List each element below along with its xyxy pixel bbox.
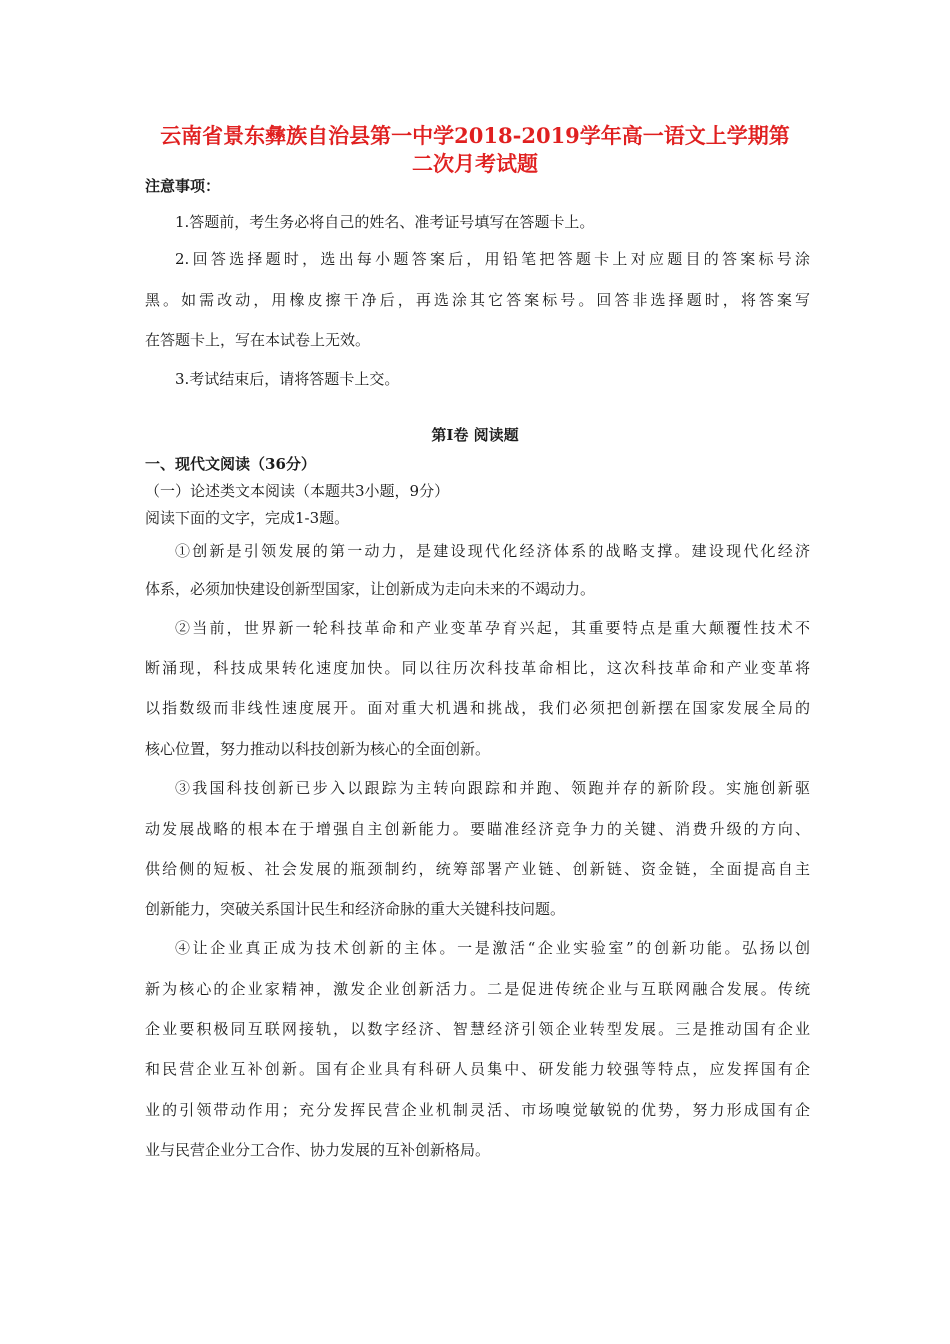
passage-p3-line-1: ③我国科技创新已步入以跟踪为主转向跟踪和并跑、领跑并存的新阶段。实施创新驱 (175, 779, 810, 797)
passage-p4-line-6: 业与民营企业分工合作、协力发展的互补创新格局。 (145, 1141, 491, 1159)
passage-p3-line-2: 动发展战略的根本在于增强自主创新能力。要瞄准经济竞争力的关键、消费升级的方向、 (145, 820, 810, 838)
passage-p1-line-2: 体系，必须加快建设创新型国家，让创新成为走向未来的不竭动力。 (145, 580, 596, 598)
sub-section-heading: （一）论述类文本阅读（本题共3小题，9分） (145, 482, 450, 500)
notice-item-1: 1.答题前，考生务必将自己的姓名、准考证号填写在答题卡上。 (175, 213, 595, 231)
doc-title-line-2: 二次月考试题 (412, 151, 538, 176)
notice-heading: 注意事项： (145, 177, 221, 195)
passage-p3-line-4: 创新能力，突破关系国计民生和经济命脉的重大关键科技问题。 (145, 900, 566, 918)
passage-p1-line-1: ①创新是引领发展的第一动力，是建设现代化经济体系的战略支撑。建设现代化经济 (175, 542, 810, 560)
notice-item-2-line-1: 2.回答选择题时，选出每小题答案后，用铅笔把答题卡上对应题目的答案标号涂 (175, 250, 810, 268)
passage-p4-line-5: 业的引领带动作用；充分发挥民营企业机制灵活、市场嗅觉敏锐的优势，努力形成国有企 (145, 1101, 810, 1119)
notice-item-2-line-3: 在答题卡上，写在本试卷上无效。 (145, 331, 371, 349)
passage-p4-line-4: 和民营企业互补创新。国有企业具有科研人员集中、研发能力较强等特点，应发挥国有企 (145, 1060, 810, 1078)
doc-title-line-1: 云南省景东彝族自治县第一中学2018-2019学年高一语文上学期第 (160, 123, 790, 148)
reading-instruction: 阅读下面的文字，完成1-3题。 (145, 509, 350, 527)
part-1-heading: 一、现代文阅读（36分） (145, 455, 316, 473)
passage-p4-line-3: 企业要积极同互联网接轨，以数字经济、智慧经济引领企业转型发展。三是推动国有企业 (145, 1020, 810, 1038)
passage-p2-line-1: ②当前，世界新一轮科技革命和产业变革孕育兴起，其重要特点是重大颠覆性技术不 (175, 619, 810, 637)
passage-p2-line-4: 核心位置，努力推动以科技创新为核心的全面创新。 (145, 740, 491, 758)
notice-item-2-line-2: 黑。如需改动，用橡皮擦干净后，再选涂其它答案标号。回答非选择题时，将答案写 (145, 291, 810, 309)
passage-p4-line-2: 新为核心的企业家精神，激发企业创新活力。二是促进传统企业与互联网融合发展。传统 (145, 980, 810, 998)
passage-p2-line-3: 以指数级而非线性速度展开。面对重大机遇和挑战，我们必须把创新摆在国家发展全局的 (145, 699, 810, 717)
passage-p3-line-3: 供给侧的短板、社会发展的瓶颈制约，统筹部署产业链、创新链、资金链，全面提高自主 (145, 860, 810, 878)
volume-heading: 第Ⅰ卷 阅读题 (431, 426, 519, 444)
passage-p2-line-2: 断涌现，科技成果转化速度加快。同以往历次科技革命相比，这次科技革命和产业变革将 (145, 659, 810, 677)
notice-item-3: 3.考试结束后，请将答题卡上交。 (175, 370, 400, 388)
passage-p4-line-1: ④让企业真正成为技术创新的主体。一是激活“企业实验室”的创新功能。弘扬以创 (175, 939, 810, 957)
